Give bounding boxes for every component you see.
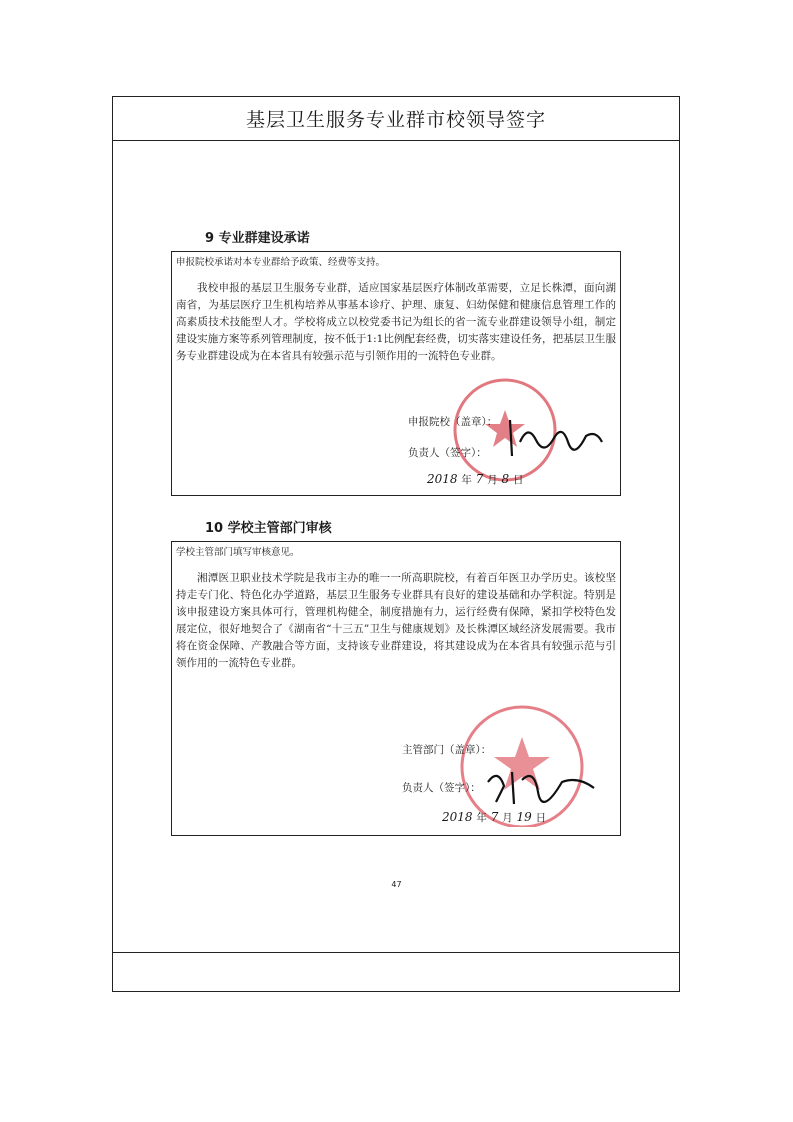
section-10-date-month: 7 [490,810,499,824]
section-10-date-year: 2018 [442,810,473,824]
section-9-date-day: 8 [501,472,510,486]
section-10-heading: 10 学校主管部门审核 [205,521,332,536]
section-10-date-month-unit: 月 [502,812,513,824]
section-9-date-year: 2018 [427,472,458,486]
section-10-box [171,541,621,836]
title-row [113,97,679,141]
section-10-signature [482,762,602,812]
page-title: 基层卫生服务专业群市校领导签字 [245,109,546,131]
section-9-seal-label: 申报院校（盖章）： [408,416,498,428]
section-9-responsible-label: 负责人（签字）： [408,447,487,459]
page-number: 47 [391,880,402,889]
section-9-body: 我校申报的基层卫生服务专业群，适应国家基层医疗体制改革需要，立足长株潭，面向湖南省，为基层医疗卫生机构培养从事基本诊疗、护理、康复、妇幼保健和健康信息管理工作的高素质技术技能型人才。学校将成立以校党委书记为组长的省一流专业群建设领导小组，制定建设实施方案等系列管理制度，按不低于1:1比例配套经费，切实落实建设任务，把基层卫生服务专业群建设成为在本省具有较强示范与引领作用的一流特色专业群。 [176,282,616,362]
section-9-heading: 9 专业群建设承诺 [205,231,310,246]
section-10-date-day: 19 [516,810,532,824]
section-9-box [171,251,621,496]
section-10-date [442,810,546,825]
section-9-signature [502,412,612,462]
section-9-date-month-unit: 月 [487,474,498,486]
section-10-responsible-label: 负责人（签字）： [402,782,481,794]
section-10-seal-label: 主管部门（盖章）： [402,744,492,756]
section-10-body: 湘潭医卫职业技术学院是我市主办的唯一一所高职院校，有着百年医卫办学历史。该校坚持走专门化、特色化办学道路，基层卫生服务专业群具有良好的建设基础和办学积淀。特别是该申报建设方案具体可行，管理机构健全，制度措施有力，运行经费有保障，紧扣学校特色发展定位，很好地契合了《湖南省“十三五”卫生与健康规划》及长株潭区域经济发展需要。我市将在资金保障、产教融合等方面，支持该专业群建设，将其建设成为在本省具有较强示范与引领作用的一流特色专业群。 [176,572,616,669]
section-10-instruction: 学校主管部门填写审核意见。 [176,547,300,558]
section-9-date-day-unit: 日 [512,474,524,486]
section-9-date [427,472,523,487]
section-9-instruction: 申报院校承诺对本专业群给予政策、经费等支持。 [176,257,386,268]
footer-divider [113,952,679,953]
section-10-date-year-unit: 年 [476,812,487,824]
section-9-date-year-unit: 年 [461,474,472,486]
section-10-date-day-unit: 日 [535,812,547,824]
section-9-date-month: 7 [475,472,484,486]
